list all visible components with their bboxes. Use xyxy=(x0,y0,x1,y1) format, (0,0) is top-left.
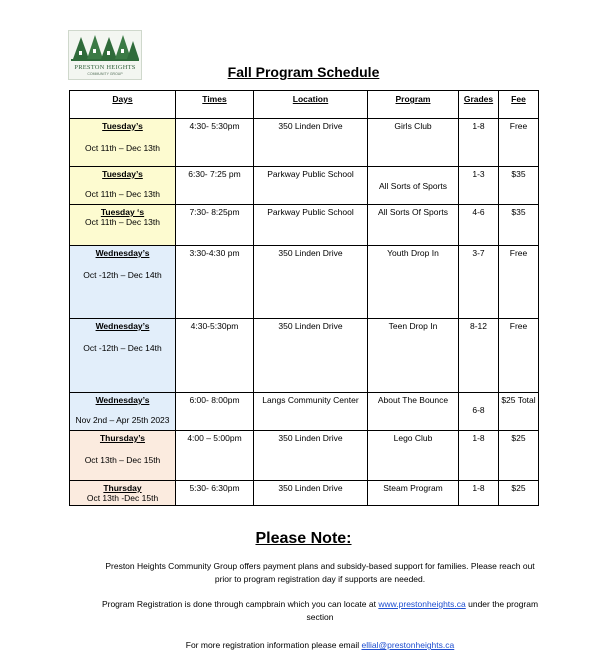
grades-cell: 1-8 xyxy=(459,481,499,506)
header-times: Times xyxy=(176,91,254,119)
day-cell xyxy=(70,119,176,167)
day-dates: Oct -12th – Dec 14th xyxy=(83,270,162,280)
fee-cell: Free xyxy=(499,119,539,167)
program-text: All Sorts of Sports xyxy=(378,181,448,191)
location-cell: 350 Linden Drive xyxy=(254,319,368,393)
program-cell xyxy=(368,167,459,205)
program-cell: Teen Drop In xyxy=(368,319,459,393)
fee-cell: Free xyxy=(499,246,539,319)
table-header-row xyxy=(70,91,539,119)
location-cell: 350 Linden Drive xyxy=(254,481,368,506)
time-cell: 4:30- 5:30pm xyxy=(176,119,254,167)
location-cell: Parkway Public School xyxy=(254,167,368,205)
day-cell xyxy=(70,205,176,246)
grades-cell: 4-6 xyxy=(459,205,499,246)
grades-cell xyxy=(459,393,499,431)
day-dates: Oct 13th -Dec 15th xyxy=(86,493,159,503)
note-title: Please Note: xyxy=(255,530,352,547)
header-location: Location xyxy=(254,91,368,119)
location-cell: Parkway Public School xyxy=(254,205,368,246)
day-cell xyxy=(70,319,176,393)
location-cell: 350 Linden Drive xyxy=(254,431,368,481)
grades-cell: 3-7 xyxy=(459,246,499,319)
day-name: Thursday xyxy=(103,483,142,493)
location-cell: Langs Community Center xyxy=(254,393,368,431)
day-name: Tuesday’s xyxy=(102,121,143,131)
schedule-table xyxy=(69,90,539,506)
time-cell: 7:30- 8:25pm xyxy=(176,205,254,246)
time-cell: 6:00- 8:00pm xyxy=(176,393,254,431)
table-row xyxy=(70,431,539,481)
day-dates: Oct 13th – Dec 15th xyxy=(84,455,161,465)
table-row xyxy=(70,119,539,167)
header-grades: Grades xyxy=(459,91,499,119)
header-days: Days xyxy=(70,91,176,119)
program-cell: Lego Club xyxy=(368,431,459,481)
table-row xyxy=(70,393,539,431)
contact-note xyxy=(100,639,540,652)
registration-text: Program Registration is done through campbrain which you can locate at xyxy=(101,599,379,609)
fee-cell: $25 xyxy=(499,481,539,506)
program-cell: Steam Program xyxy=(368,481,459,506)
logo-text: PRESTON HEIGHTS xyxy=(74,64,136,71)
day-cell xyxy=(70,246,176,319)
fee-cell: $25 xyxy=(499,431,539,481)
website-link[interactable]: www.prestonheights.ca xyxy=(378,599,466,609)
day-name: Wednesday’s xyxy=(95,321,150,331)
grades-cell: 8-12 xyxy=(459,319,499,393)
program-cell: All Sorts Of Sports xyxy=(368,205,459,246)
page-title: Fall Program Schedule xyxy=(227,64,380,80)
location-cell: 350 Linden Drive xyxy=(254,246,368,319)
grades-cell: 1-8 xyxy=(459,431,499,481)
tree-house-icon xyxy=(69,31,141,63)
header-fee: Fee xyxy=(499,91,539,119)
grades-cell: 1-8 xyxy=(459,119,499,167)
day-dates: Oct 11th – Dec 13th xyxy=(85,143,160,153)
day-cell xyxy=(70,393,176,431)
table-row xyxy=(70,319,539,393)
grades-text: 6-8 xyxy=(472,405,485,415)
time-cell: 6:30- 7:25 pm xyxy=(176,167,254,205)
table-row xyxy=(70,167,539,205)
time-cell: 3:30-4:30 pm xyxy=(176,246,254,319)
registration-note xyxy=(100,598,540,624)
logo-subtext: COMMUNITY GROUP xyxy=(87,72,123,76)
day-name: Tuesday’s xyxy=(102,169,143,179)
table-row xyxy=(70,481,539,506)
time-cell: 4:00 – 5:00pm xyxy=(176,431,254,481)
day-dates: Oct -12th – Dec 14th xyxy=(83,343,162,353)
program-cell: Youth Drop In xyxy=(368,246,459,319)
day-name: Tuesday ‘s xyxy=(100,207,145,217)
payment-plan-note: Preston Heights Community Group offers payment plans and subsidy-based support for families. Please reach out prior to program registration day if supports are needed. xyxy=(105,561,535,584)
day-dates: Nov 2nd – Apr 25th 2023 xyxy=(75,415,170,425)
day-cell xyxy=(70,431,176,481)
time-cell: 5:30- 6:30pm xyxy=(176,481,254,506)
day-dates: Oct 11th – Dec 13th xyxy=(85,189,160,199)
program-cell: About The Bounce xyxy=(368,393,459,431)
header-program: Program xyxy=(368,91,459,119)
day-name: Wednesday’s xyxy=(95,395,150,405)
day-dates: Oct 11th – Dec 13th xyxy=(85,217,160,227)
day-cell xyxy=(70,481,176,506)
program-cell: Girls Club xyxy=(368,119,459,167)
fee-cell: $25 Total xyxy=(499,393,539,431)
fee-cell: $35 xyxy=(499,167,539,205)
contact-text: For more registration information please email xyxy=(185,640,362,650)
registration-text-end: under the program section xyxy=(306,599,539,622)
time-cell: 4:30-5:30pm xyxy=(176,319,254,393)
table-row xyxy=(70,205,539,246)
location-cell: 350 Linden Drive xyxy=(254,119,368,167)
day-name: Thursday’s xyxy=(99,433,146,443)
fee-cell: $35 xyxy=(499,205,539,246)
fee-cell: Free xyxy=(499,319,539,393)
table-row xyxy=(70,246,539,319)
day-name: Wednesday’s xyxy=(95,248,150,258)
email-link[interactable]: ellial@prestonheights.ca xyxy=(361,640,455,650)
grades-cell: 1-3 xyxy=(459,167,499,205)
day-cell xyxy=(70,167,176,205)
